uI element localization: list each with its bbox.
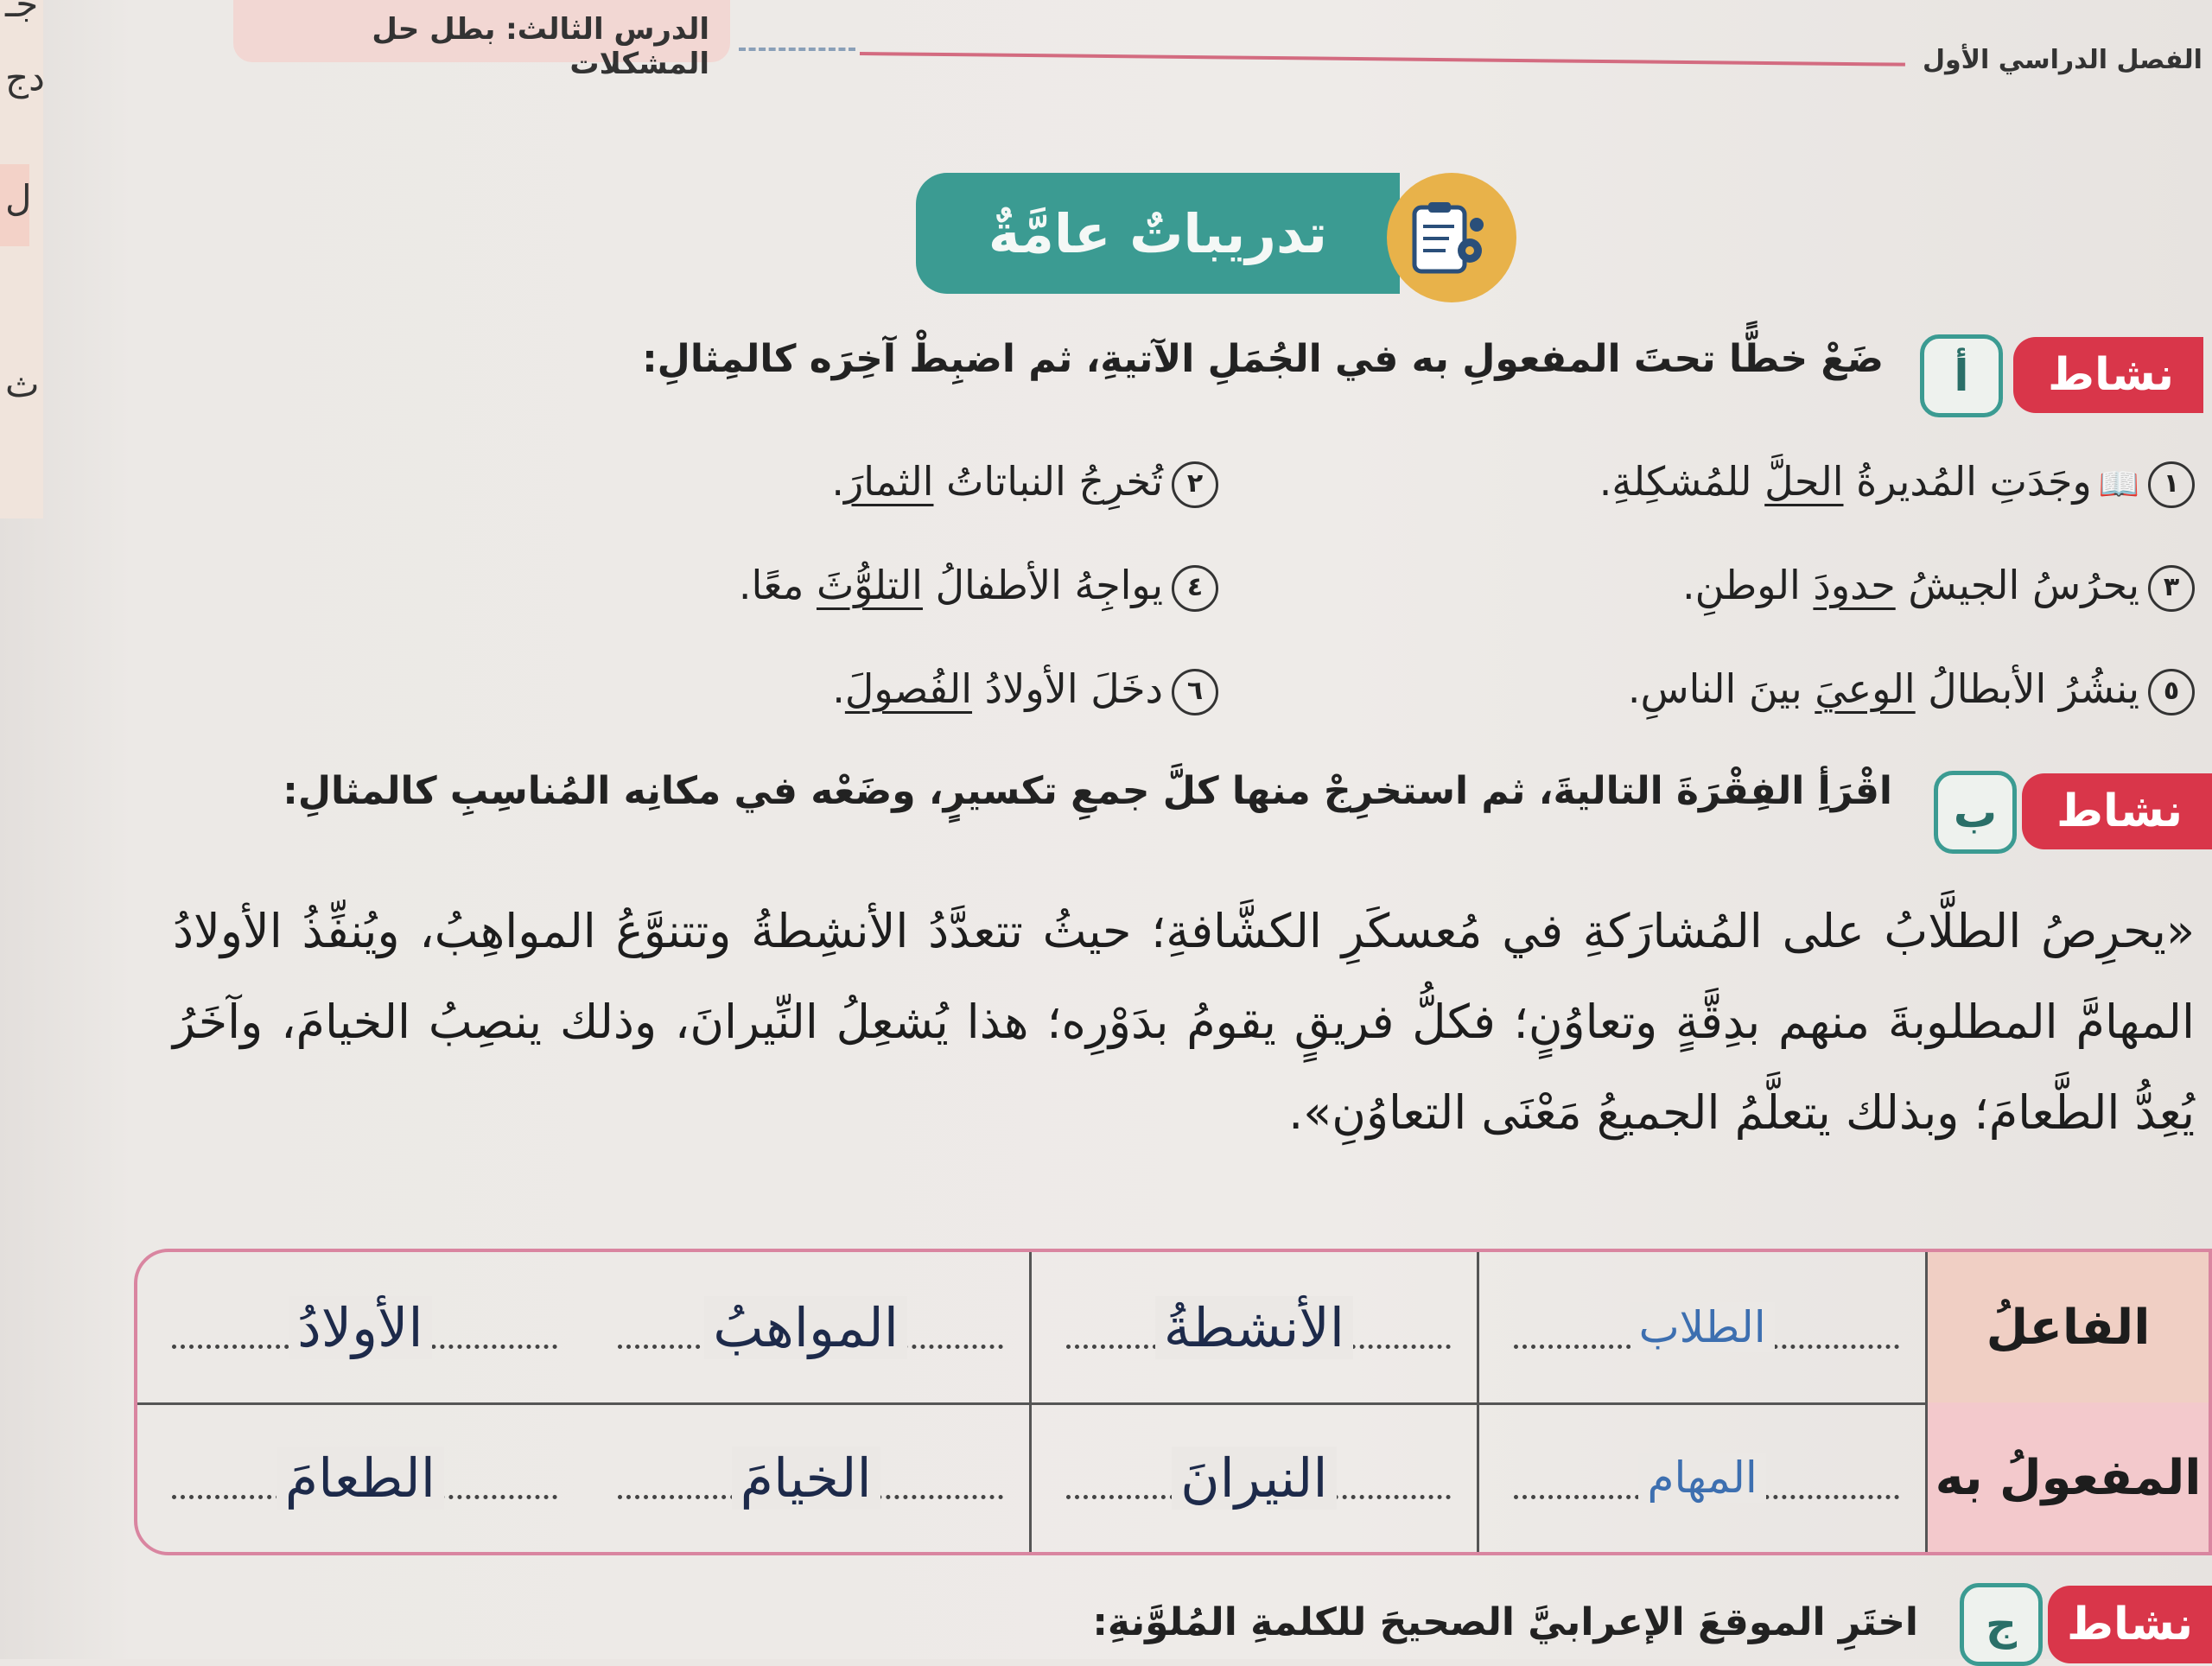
section-banner <box>916 173 1400 294</box>
activity-c-instruction: اختَرِ الموقعَ الإعرابيَّ الصحيحَ للكلمةِ المُلوَّنةِ: <box>1092 1600 1918 1644</box>
sentence-number: ١ <box>2148 461 2195 508</box>
row-header-subject: الفاعلُ <box>1928 1252 2209 1402</box>
answer-cell[interactable] <box>137 1402 583 1553</box>
header-line <box>860 52 1905 67</box>
table-row-subject <box>137 1252 2209 1405</box>
activity-a-letter: أ <box>1920 334 2003 417</box>
sentence-4: ٤يواجِهُ الأطفالُ التلوُّثَ معًا. <box>739 562 1218 612</box>
answer-cell[interactable] <box>1479 1402 1928 1553</box>
activity-b-letter: ب <box>1934 771 2017 854</box>
handwritten-answer: النيرانَ <box>1172 1447 1337 1510</box>
activity-a-tag-label: نشاط <box>2048 349 2174 401</box>
sentence-3: ٣يحرُسُ الجيشُ حدودَ الوطنِ. <box>1682 562 2195 612</box>
term-title: الفصل الدراسي الأول <box>1923 45 2202 75</box>
activity-b-tag <box>2022 773 2212 849</box>
handwritten-answer: المواهبُ <box>704 1296 907 1359</box>
object-word: الثمارَ <box>843 458 934 505</box>
banner-title: تدريباتٌ عامَّةٌ <box>988 201 1328 265</box>
answer-table <box>134 1249 2212 1555</box>
sentence-number: ٣ <box>2148 565 2195 612</box>
clipboard-gear-icon <box>1406 199 1489 278</box>
row-header-object: المفعولُ به <box>1928 1402 2209 1553</box>
answer-cell[interactable] <box>1479 1252 1928 1402</box>
edge-char: ث <box>5 363 40 405</box>
book-icon: 📖 <box>2098 465 2139 503</box>
sentence-number: ٥ <box>2148 669 2195 715</box>
answer-cell[interactable] <box>583 1402 1032 1553</box>
banner-badge <box>1387 173 1516 302</box>
object-word: الحلَّ <box>1764 458 1844 505</box>
object-word: التلوُّثَ <box>816 562 923 608</box>
sentence-number: ٢ <box>1172 461 1218 508</box>
sentence-number: ٤ <box>1172 565 1218 612</box>
answer-cell[interactable] <box>1032 1252 1480 1402</box>
handwritten-answer: الخيامَ <box>732 1447 880 1510</box>
handwritten-answer: الطعامَ <box>276 1447 444 1510</box>
answer-cell[interactable] <box>137 1252 583 1402</box>
sentence-1: ١📖وجَدَتِ المُديرةُ الحلَّ للمُشكِلةِ. <box>1599 458 2195 508</box>
header-dotted-line <box>739 48 855 51</box>
sentence-2: ٢تُخرِجُ النباتاتُ الثمارَ. <box>831 458 1218 508</box>
object-word: الفُصولَ <box>844 665 973 712</box>
object-word: حدودَ <box>1813 562 1896 608</box>
lesson-title: الدرس الثالث: بطل حل المشكلات <box>233 0 730 62</box>
answer-cell[interactable] <box>1032 1402 1480 1553</box>
activity-b-tag-label: نشاط <box>2056 785 2183 837</box>
edge-char: ل <box>5 177 32 219</box>
activity-b-instruction: اقْرَأِ الفِقْرَةَ التاليةَ، ثم استخرِجْ منها كلَّ جمعِ تكسيرٍ، وضَعْه في مكانِه المُناسِبِ كالمثالِ: <box>283 769 1892 813</box>
sentence-5: ٥ينشُرُ الأبطالُ الوعيَ بينَ الناسِ. <box>1628 665 2195 715</box>
activity-c-tag: نشاط <box>2048 1586 2212 1663</box>
activity-a-instruction: ضَعْ خطًّا تحتَ المفعولِ به في الجُمَلِ الآتيةِ، ثم اضبِطْ آخِرَه كالمِثالِ: <box>642 337 1884 381</box>
reading-paragraph: «يحرِصُ الطلَّابُ على المُشارَكةِ في مُعسكَرِ الكشَّافةِ؛ حيثُ تتعدَّدُ الأنشِطةُ وتتنوَّعُ المواهِبُ، ويُنفِّذُ الأولادُ المهامَّ المطلوبةَ منهم بدِقَّةٍ وتعاوُنٍ؛ فكلُّ فريقٍ يقومُ بدَوْرِه؛ هذا يُشعِلُ النِّيرانَ، وذلك ينصِبُ الخيامَ، وآخَرُ يُعِدُّ الطَّعامَ؛ وبذلك يتعلَّمُ الجميعُ مَعْنَى التعاوُنِ». <box>173 904 2195 1140</box>
sentence-number: ٦ <box>1172 669 1218 715</box>
sentence-6: ٦دخَلَ الأولادُ الفُصولَ. <box>832 665 1218 715</box>
example-answer: الطلاب <box>1630 1302 1775 1352</box>
answer-cell[interactable] <box>583 1252 1032 1402</box>
activity-a-tag <box>2013 337 2203 413</box>
edge-char: جـ <box>5 0 39 25</box>
handwritten-answer: الأولادُ <box>289 1296 432 1359</box>
activity-c-letter: ج <box>1960 1583 2043 1666</box>
handwritten-answer: الأنشطةُ <box>1155 1296 1353 1359</box>
object-word: الوعيَ <box>1815 665 1916 712</box>
edge-char: دج <box>5 56 45 99</box>
example-answer: المهام <box>1638 1453 1765 1503</box>
table-row-object <box>137 1402 2209 1553</box>
